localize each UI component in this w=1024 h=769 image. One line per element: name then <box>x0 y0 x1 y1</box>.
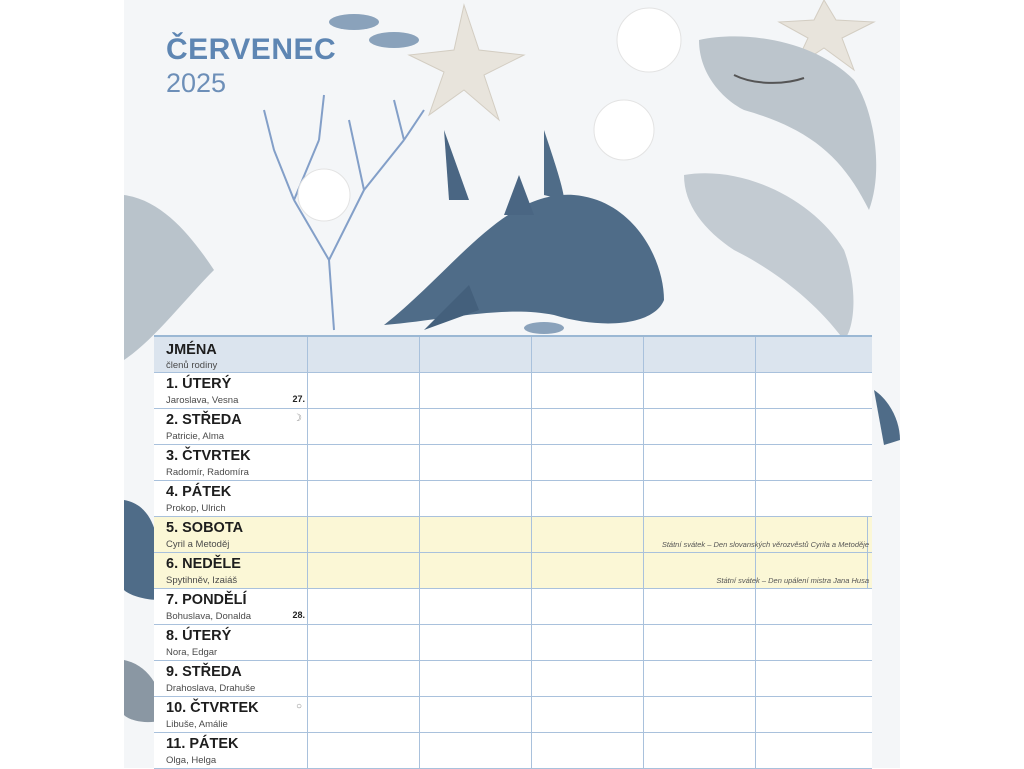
entry-cell[interactable] <box>644 661 756 696</box>
entry-cell[interactable] <box>644 373 756 408</box>
table-row <box>154 553 872 589</box>
names-header-title: JMÉNA <box>166 342 217 358</box>
entry-cell[interactable] <box>756 481 868 516</box>
entry-cell[interactable] <box>756 445 868 480</box>
day-cell <box>154 661 308 696</box>
entry-cell[interactable] <box>308 409 420 444</box>
member-column-5[interactable] <box>756 337 868 372</box>
entry-cell[interactable] <box>644 733 756 768</box>
entry-cell[interactable] <box>308 373 420 408</box>
entry-cell[interactable] <box>420 373 532 408</box>
entry-cell[interactable] <box>420 445 532 480</box>
name-day-label: Drahoslava, Drahuše <box>166 683 256 694</box>
day-label: 7. PONDĚLÍ <box>166 592 247 608</box>
entry-cell[interactable] <box>532 517 644 552</box>
entry-cell[interactable] <box>308 733 420 768</box>
day-cell <box>154 517 308 552</box>
entry-cell[interactable] <box>308 625 420 660</box>
entry-cell[interactable] <box>308 517 420 552</box>
day-cell <box>154 733 308 768</box>
name-day-label: Prokop, Ulrich <box>166 503 226 514</box>
entry-cell[interactable] <box>756 589 868 624</box>
entry-cell[interactable] <box>532 733 644 768</box>
name-day-label: Bohuslava, Donalda <box>166 611 252 622</box>
holiday-note: Státní svátek – Den upálení mistra Jana Husa <box>716 576 869 585</box>
entry-cell[interactable] <box>532 625 644 660</box>
day-label: 8. ÚTERÝ <box>166 628 232 644</box>
member-column-3[interactable] <box>532 337 644 372</box>
entry-cell[interactable] <box>756 697 868 732</box>
entry-cell[interactable] <box>756 733 868 768</box>
member-column-4[interactable] <box>644 337 756 372</box>
day-cell <box>154 589 308 624</box>
name-day-label: Olga, Helga <box>166 755 217 766</box>
name-day-label: Nora, Edgar <box>166 647 218 658</box>
member-column-2[interactable] <box>420 337 532 372</box>
entry-cell[interactable] <box>420 733 532 768</box>
name-day-label: Cyril a Metoděj <box>166 539 230 550</box>
table-row <box>154 589 872 625</box>
holiday-note: Státní svátek – Den slovanských věrozvěstů Cyrila a Metoděje <box>661 540 869 549</box>
name-day-label: Spytihněv, Izaiáš <box>166 575 238 586</box>
entry-cell[interactable] <box>644 697 756 732</box>
calendar-table <box>154 335 872 769</box>
month-title: ČERVENEC <box>166 33 337 66</box>
table-row <box>154 733 872 769</box>
entry-cell[interactable] <box>532 553 644 588</box>
entry-cell[interactable] <box>756 661 868 696</box>
moon-phase-icon: ○ <box>295 701 302 712</box>
entry-cell[interactable] <box>420 661 532 696</box>
entry-cell[interactable] <box>420 409 532 444</box>
entry-cell[interactable] <box>756 373 868 408</box>
entry-cell[interactable] <box>308 661 420 696</box>
entry-cell[interactable] <box>308 445 420 480</box>
day-label: 4. PÁTEK <box>166 484 232 500</box>
day-label: 6. NEDĚLE <box>166 556 241 572</box>
year-title: 2025 <box>166 68 227 98</box>
entry-cell[interactable] <box>308 697 420 732</box>
entry-cell[interactable] <box>644 409 756 444</box>
name-day-label: Libuše, Amálie <box>166 719 228 730</box>
entry-cell[interactable] <box>644 625 756 660</box>
table-row <box>154 409 872 445</box>
names-header-subtitle: členů rodiny <box>166 360 218 371</box>
day-cell <box>154 409 308 444</box>
entry-cell[interactable] <box>532 481 644 516</box>
names-header-cell <box>154 337 308 372</box>
entry-cell[interactable] <box>308 481 420 516</box>
table-row <box>154 661 872 697</box>
day-label: 2. STŘEDA <box>166 412 242 428</box>
day-label: 9. STŘEDA <box>166 664 242 680</box>
entry-cell[interactable] <box>420 589 532 624</box>
table-row <box>154 625 872 661</box>
entry-cell[interactable] <box>756 625 868 660</box>
day-cell <box>154 373 308 408</box>
entry-cell[interactable] <box>532 445 644 480</box>
name-day-label: Patricie, Alma <box>166 431 225 442</box>
table-row <box>154 373 872 409</box>
entry-cell[interactable] <box>420 697 532 732</box>
moon-phase-icon: ☽ <box>293 413 302 424</box>
week-number: 28. <box>292 610 305 620</box>
table-row <box>154 517 872 553</box>
entry-cell[interactable] <box>420 481 532 516</box>
entry-cell[interactable] <box>532 409 644 444</box>
member-column-1[interactable] <box>308 337 420 372</box>
day-cell <box>154 625 308 660</box>
entry-cell[interactable] <box>644 589 756 624</box>
day-label: 3. ČTVRTEK <box>166 448 251 464</box>
day-cell <box>154 481 308 516</box>
table-row <box>154 445 872 481</box>
day-label: 11. PÁTEK <box>166 736 239 752</box>
entry-cell[interactable] <box>420 517 532 552</box>
day-label: 10. ČTVRTEK <box>166 700 259 716</box>
entry-cell[interactable] <box>532 373 644 408</box>
entry-cell[interactable] <box>420 625 532 660</box>
day-label: 5. SOBOTA <box>166 520 244 536</box>
name-day-label: Jaroslava, Vesna <box>166 395 239 406</box>
day-label: 1. ÚTERÝ <box>166 376 232 392</box>
day-cell <box>154 445 308 480</box>
entry-cell[interactable] <box>420 553 532 588</box>
day-cell <box>154 697 308 732</box>
table-row <box>154 697 872 733</box>
entry-cell[interactable] <box>532 589 644 624</box>
day-cell <box>154 553 308 588</box>
table-row <box>154 481 872 517</box>
entry-cell[interactable] <box>644 481 756 516</box>
entry-cell[interactable] <box>532 661 644 696</box>
entry-cell[interactable] <box>644 445 756 480</box>
table-header-row <box>154 337 872 373</box>
name-day-label: Radomír, Radomíra <box>166 467 249 478</box>
week-number: 27. <box>292 394 305 404</box>
entry-cell[interactable] <box>308 553 420 588</box>
entry-cell[interactable] <box>308 589 420 624</box>
entry-cell[interactable] <box>756 409 868 444</box>
entry-cell[interactable] <box>532 697 644 732</box>
